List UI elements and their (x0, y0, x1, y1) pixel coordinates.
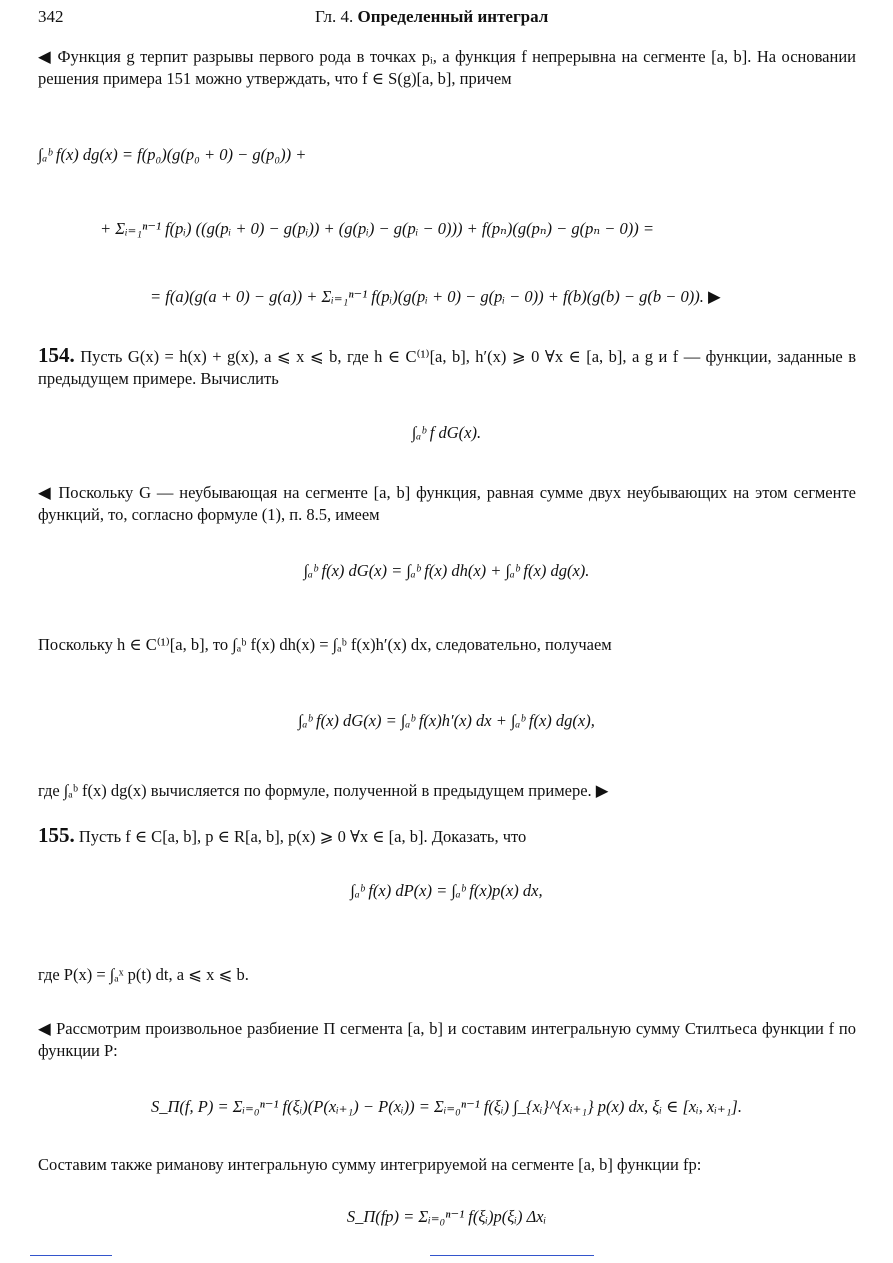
formula-result-154: ∫ₐᵇ f(x) dG(x) = ∫ₐᵇ f(x)h′(x) dx + ∫ₐᵇ f(x) dg(x), (298, 711, 595, 730)
formula-riemann-sum: S_Π(fp) = Σᵢ₌₀ⁿ⁻¹ f(ξᵢ)p(ξᵢ) Δxᵢ (346, 1207, 547, 1226)
paragraph-text: ◀ Поскольку G — неубывающая на сегменте [a, b] функция, равная сумме двух неубывающих на этом сегменте функций, то, согласно формуле (1), п. 8.5, имеем (38, 483, 856, 524)
footer-rule-left (30, 1255, 112, 1256)
paragraph-text: Поскольку h ∈ C⁽¹⁾[a, b], то ∫ₐᵇ f(x) dh(x) = ∫ₐᵇ f(x)h′(x) dx, следовательно, получаем (38, 635, 612, 654)
paragraph-solution-153 (38, 46, 856, 90)
problem-154 (38, 344, 856, 390)
page-number: 342 (38, 7, 64, 26)
formula-sum-of-integrals: ∫ₐᵇ f(x) dG(x) = ∫ₐᵇ f(x) dh(x) + ∫ₐᵇ f(x) dg(x). (303, 561, 590, 580)
footer-rule-right (430, 1255, 594, 1256)
formula-integral-fdG: ∫ₐᵇ f dG(x). (411, 423, 482, 442)
problem-statement: Пусть f ∈ C[a, b], p ∈ R[a, b], p(x) ⩾ 0 ∀x ∈ [a, b]. Доказать, что (78, 827, 527, 846)
definition-P: где P(x) = ∫ₐˣ p(t) dt, a ⩽ x ⩽ b. (38, 965, 249, 984)
paragraph-text: ◀ Рассмотрим произвольное разбиение Π сегмента [a, b] и составим интегральную сумму Стилтьеса функции f по функции P: (38, 1019, 856, 1060)
problem-statement: Пусть G(x) = h(x) + g(x), a ⩽ x ⩽ b, где h ∈ C⁽¹⁾[a, b], h′(x) ⩾ 0 ∀x ∈ [a, b], а g и f — функции, заданные в предыдущем примере. Вычислить (38, 347, 856, 388)
paragraph-riemann-sum (38, 1154, 856, 1176)
formula-line-1: ∫ₐᵇ f(x) dg(x) = f(p₀)(g(p₀ + 0) − g(p₀)) + (38, 145, 307, 164)
formula-line-2: + Σᵢ₌₁ⁿ⁻¹ f(pᵢ) ((g(pᵢ + 0) − g(pᵢ)) + (g(pᵢ) − g(pᵢ − 0))) + f(pₙ)(g(pₙ) − g(pₙ − 0)) = (100, 219, 654, 238)
formula-stieltjes-sum: S_Π(f, P) = Σᵢ₌₀ⁿ⁻¹ f(ξᵢ)(P(xᵢ₊₁) − P(xᵢ)) = Σᵢ₌₀ⁿ⁻¹ f(ξᵢ) ∫_{xᵢ}^{xᵢ₊₁} p(x) dx, ξᵢ ∈ [xᵢ, xᵢ₊₁]. (151, 1097, 742, 1116)
problem-155 (38, 824, 856, 848)
paragraph-text: Составим также риманову интегральную сумму интегрируемой на сегменте [a, b] функции fp: (38, 1155, 702, 1174)
running-header (315, 6, 548, 28)
chapter-title: Определенный интеграл (357, 7, 549, 26)
problem-number: 155. (38, 823, 75, 847)
paragraph-solution-155 (38, 1018, 856, 1062)
chapter-label: Гл. 4. (315, 7, 354, 26)
formula-stieltjes-riemann: ∫ₐᵇ f(x) dP(x) = ∫ₐᵇ f(x)p(x) dx, (350, 881, 543, 900)
paragraph-where: где ∫ₐᵇ f(x) dg(x) вычисляется по формуле, полученной в предыдущем примере. ▶ (38, 781, 609, 800)
formula-line-3: = f(a)(g(a + 0) − g(a)) + Σᵢ₌₁ⁿ⁻¹ f(pᵢ)(g(pᵢ + 0) − g(pᵢ − 0)) + f(b)(g(b) − g(b − 0)). ▶ (150, 287, 721, 306)
paragraph-text: ◀ Функция g терпит разрывы первого рода в точках pᵢ, а функция f непрерывна на сегменте [a, b]. На основании решения примера 151 можно утверждать, что f ∈ S(g)[a, b], причем (38, 47, 856, 88)
problem-number: 154. (38, 343, 75, 367)
paragraph-solution-154 (38, 482, 856, 526)
paragraph-since-h (38, 634, 856, 656)
